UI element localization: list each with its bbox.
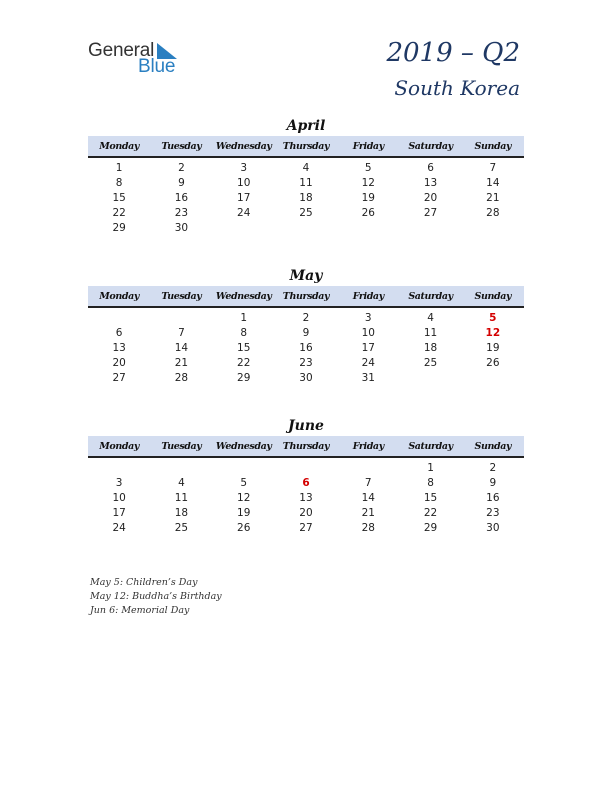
- day-cell: 21: [361, 506, 375, 519]
- weekday-label: Thursday: [282, 290, 330, 302]
- weekday-label: Saturday: [408, 140, 453, 152]
- day-cell: 12: [237, 491, 251, 504]
- month-name: April: [286, 118, 326, 134]
- week-row: [88, 190, 524, 205]
- month-name: June: [288, 418, 324, 434]
- day-cell: 2: [489, 461, 497, 474]
- day-cell: 25: [299, 206, 313, 219]
- day-cell: 16: [174, 191, 189, 204]
- day-cell: 3: [115, 476, 123, 489]
- day-cell: 4: [302, 161, 310, 174]
- day-cell: 19: [237, 506, 251, 519]
- day-cell: 6: [115, 326, 123, 339]
- weekday-label: Saturday: [408, 290, 453, 302]
- day-cell: 19: [361, 191, 375, 204]
- day-cell: 29: [423, 521, 438, 534]
- day-cell: 8: [240, 326, 248, 339]
- holiday-notes: [90, 576, 222, 618]
- day-cell: 22: [423, 506, 438, 519]
- weekday-label: Friday: [352, 140, 384, 152]
- day-cell: 5: [364, 161, 372, 174]
- week-row: [88, 175, 524, 190]
- day-cell: 26: [486, 356, 500, 369]
- weekday-label: Sunday: [474, 140, 512, 152]
- weekday-label: Tuesday: [161, 290, 202, 302]
- weekday-label: Sunday: [474, 440, 512, 452]
- day-cell: 10: [237, 176, 251, 189]
- holiday-note: Jun 6: Memorial Day: [90, 605, 190, 616]
- day-cell: 20: [423, 191, 438, 204]
- day-cell: 1: [240, 311, 248, 324]
- calendar-grid: [88, 308, 524, 385]
- day-cell: 20: [112, 356, 126, 369]
- day-cell: 14: [361, 491, 375, 504]
- day-cell: 7: [364, 476, 372, 489]
- day-cell: 23: [174, 206, 189, 219]
- day-cell: 17: [237, 191, 251, 204]
- day-cell: 6: [302, 476, 310, 489]
- day-cell: 15: [423, 491, 438, 504]
- day-cell: 5: [489, 311, 497, 324]
- day-cell: 18: [299, 191, 313, 204]
- week-row: [88, 460, 524, 475]
- day-cell: 4: [178, 476, 185, 489]
- week-row: [88, 340, 524, 355]
- day-cell: 11: [299, 176, 313, 189]
- weekday-label: Tuesday: [161, 440, 202, 452]
- week-row: [88, 475, 524, 490]
- month-april: [88, 116, 524, 235]
- day-cell: 26: [361, 206, 375, 219]
- month-name: May: [289, 268, 323, 284]
- day-cell: 12: [361, 176, 375, 189]
- weekday-label: Monday: [99, 440, 139, 452]
- day-cell: 12: [485, 326, 501, 339]
- day-cell: 13: [423, 176, 438, 189]
- day-cell: 6: [427, 161, 434, 174]
- weekday-label: Monday: [99, 140, 139, 152]
- day-cell: 24: [361, 356, 375, 369]
- country-subtitle: South Korea: [394, 76, 520, 100]
- holiday-note: May 12: Buddha’s Birthday: [90, 591, 222, 602]
- day-cell: 5: [240, 476, 248, 489]
- month-june: [88, 416, 524, 535]
- day-cell: 2: [178, 161, 185, 174]
- day-cell: 22: [112, 206, 126, 219]
- day-cell: 1: [427, 461, 434, 474]
- day-cell: 9: [489, 476, 497, 489]
- day-cell: 13: [112, 341, 126, 354]
- day-cell: 7: [489, 161, 497, 174]
- day-cell: 11: [174, 491, 189, 504]
- weekday-label: Wednesday: [215, 140, 272, 152]
- weekday-label: Thursday: [282, 440, 330, 452]
- week-row: [88, 220, 524, 235]
- weekday-label: Tuesday: [161, 140, 202, 152]
- weekday-label: Friday: [352, 440, 384, 452]
- holiday-note: May 5: Children’s Day: [90, 577, 198, 588]
- logo-text-blue: Blue: [138, 56, 176, 77]
- day-cell: 1: [115, 161, 123, 174]
- weekday-label: Wednesday: [215, 290, 272, 302]
- logo-text-general: General: [88, 40, 155, 61]
- week-row: [88, 310, 524, 325]
- weekday-label: Wednesday: [215, 440, 272, 452]
- weekday-label: Thursday: [282, 140, 330, 152]
- day-cell: 23: [299, 356, 313, 369]
- day-cell: 24: [237, 206, 251, 219]
- day-cell: 3: [240, 161, 248, 174]
- weekday-header: [88, 286, 524, 308]
- day-cell: 14: [486, 176, 500, 189]
- day-cell: 2: [302, 311, 310, 324]
- day-cell: 9: [302, 326, 310, 339]
- day-cell: 8: [427, 476, 434, 489]
- day-cell: 27: [299, 521, 313, 534]
- day-cell: 18: [174, 506, 189, 519]
- day-cell: 4: [427, 311, 434, 324]
- week-row: [88, 490, 524, 505]
- week-row: [88, 355, 524, 370]
- week-row: [88, 325, 524, 340]
- day-cell: 16: [299, 341, 313, 354]
- day-cell: 21: [486, 191, 500, 204]
- week-row: [88, 520, 524, 535]
- day-cell: 31: [361, 371, 375, 384]
- day-cell: 7: [178, 326, 185, 339]
- day-cell: 13: [299, 491, 313, 504]
- weekday-label: Monday: [99, 290, 139, 302]
- day-cell: 17: [361, 341, 375, 354]
- day-cell: 3: [364, 311, 372, 324]
- calendar-grid: [88, 158, 524, 235]
- weekday-label: Friday: [352, 290, 384, 302]
- day-cell: 15: [237, 341, 251, 354]
- day-cell: 28: [174, 371, 189, 384]
- day-cell: 10: [361, 326, 375, 339]
- day-cell: 8: [115, 176, 123, 189]
- day-cell: 18: [423, 341, 438, 354]
- day-cell: 15: [112, 191, 126, 204]
- weekday-header: [88, 436, 524, 458]
- day-cell: 25: [174, 521, 189, 534]
- week-row: [88, 505, 524, 520]
- day-cell: 16: [486, 491, 500, 504]
- day-cell: 30: [174, 221, 189, 234]
- week-row: [88, 160, 524, 175]
- week-row: [88, 370, 524, 385]
- day-cell: 24: [112, 521, 126, 534]
- weekday-label: Sunday: [474, 290, 512, 302]
- day-cell: 21: [174, 356, 189, 369]
- day-cell: 27: [112, 371, 126, 384]
- day-cell: 11: [423, 326, 438, 339]
- day-cell: 20: [299, 506, 313, 519]
- day-cell: 25: [423, 356, 438, 369]
- logo: [88, 40, 188, 76]
- weekday-header: [88, 136, 524, 158]
- day-cell: 22: [237, 356, 251, 369]
- day-cell: 29: [237, 371, 251, 384]
- day-cell: 17: [112, 506, 126, 519]
- day-cell: 19: [486, 341, 500, 354]
- day-cell: 28: [361, 521, 375, 534]
- day-cell: 23: [486, 506, 500, 519]
- day-cell: 29: [112, 221, 126, 234]
- month-may: [88, 266, 524, 385]
- week-row: [88, 205, 524, 220]
- day-cell: 27: [423, 206, 438, 219]
- weekday-label: Saturday: [408, 440, 453, 452]
- page-title: 2019 – Q2: [386, 38, 520, 68]
- day-cell: 26: [237, 521, 251, 534]
- day-cell: 28: [486, 206, 500, 219]
- day-cell: 10: [112, 491, 126, 504]
- day-cell: 9: [178, 176, 185, 189]
- calendar-grid: [88, 458, 524, 535]
- day-cell: 30: [486, 521, 500, 534]
- day-cell: 14: [174, 341, 189, 354]
- day-cell: 30: [299, 371, 313, 384]
